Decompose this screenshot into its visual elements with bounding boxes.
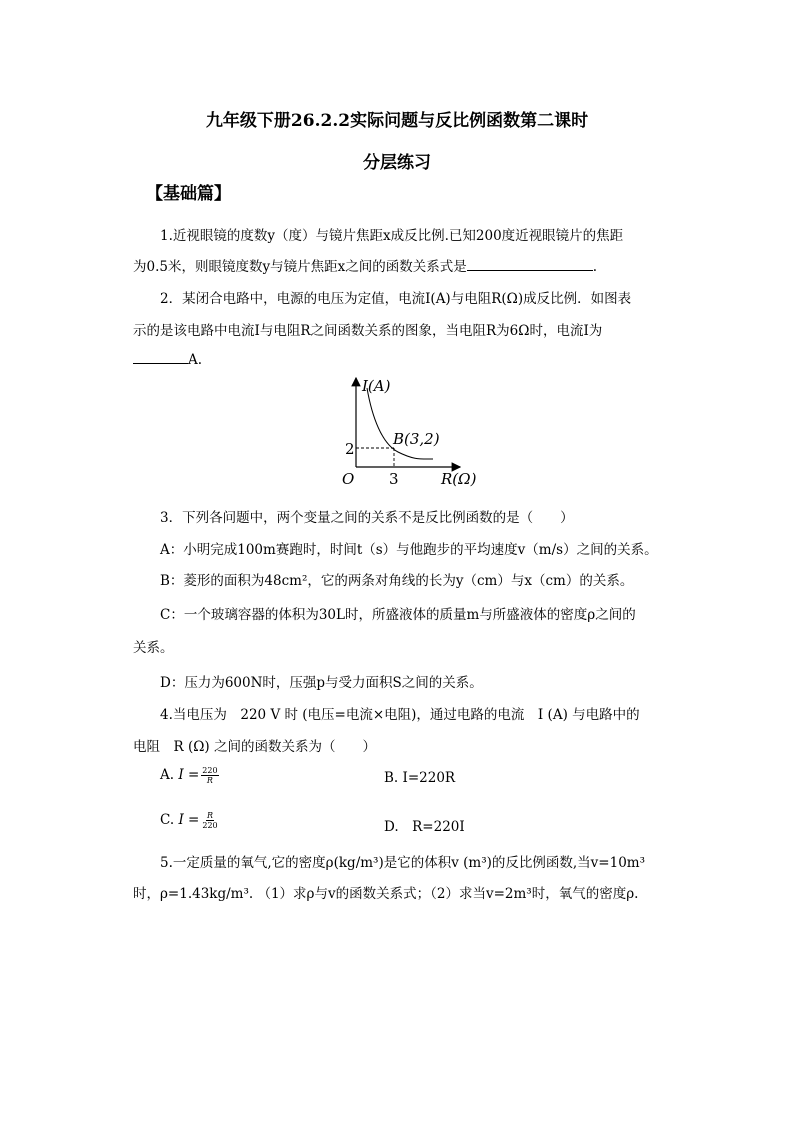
q1-line2	[133, 255, 597, 275]
y-axis-label: I(A)	[362, 377, 391, 395]
q4-option-a-prefix: A.	[160, 767, 175, 783]
section-heading: 【基础篇】	[146, 184, 231, 204]
q1-line1: 1.近视眼镜的度数y（度）与镜片焦距x成反比例.已知200度近视眼镜片的焦距	[160, 228, 624, 244]
y-tick-label: 2	[345, 440, 355, 458]
origin-label: O	[342, 470, 355, 488]
q4-option-c-prefix: C.	[160, 812, 175, 828]
q1-line2-end: .	[592, 259, 598, 275]
q4-option-a-eq: I =	[178, 767, 200, 783]
q3-option-d: D：压力为600N时，压强p与受力面积S之间的关系。	[160, 675, 483, 691]
q4-option-a	[160, 766, 219, 785]
q1-line2-text: 为0.5米，则眼镜度数y与镜片焦距x之间的函数关系式是	[133, 259, 467, 275]
q2-line2: 示的是该电路中电流I与电阻R之间函数关系的图象，当电阻R为6Ω时，电流I为	[133, 323, 603, 339]
q2-line3	[133, 351, 202, 368]
q2-line1: 2．某闭合电路中，电源的电压为定值，电流I(A)与电阻R(Ω)成反比例．如图表	[160, 291, 632, 307]
q3-option-b: B：菱形的面积为48cm²，它的两条对角线的长为y（cm）与x（cm）的关系。	[160, 573, 634, 589]
q4-option-b: B. I=220R	[384, 770, 456, 786]
x-axis-label: R(Ω)	[441, 470, 477, 488]
q4-option-d: D. R=220I	[384, 819, 465, 835]
x-tick-label: 3	[389, 470, 399, 488]
q4-line2: 电阻 R (Ω) 之间的函数关系为（ ）	[133, 739, 376, 755]
q3-option-c-line2: 关系。	[133, 640, 174, 656]
fraction-numerator: 220	[202, 766, 218, 775]
q3-option-a: A：小明完成100m赛跑时，时间t（s）与他跑步的平均速度v（m/s）之间的关系。	[160, 542, 658, 558]
page-subtitle: 分层练习	[363, 153, 431, 173]
fraction-denominator: R	[206, 776, 213, 785]
q2-unit: A.	[188, 352, 203, 368]
fraction-denominator: 220	[202, 821, 218, 830]
current-resistance-graph	[330, 372, 480, 490]
q5-line1: 5.一定质量的氧气,它的密度ρ(kg/m³)是它的体积v (m³)的反比例函数,当v=10m³	[160, 855, 646, 871]
page-title: 九年级下册26.2.2实际问题与反比例函数第二课时	[205, 111, 589, 131]
point-b-label: B(3,2)	[393, 430, 440, 448]
fraction-numerator: R	[207, 811, 214, 820]
q1-answer-blank[interactable]	[467, 258, 593, 271]
q5-line2: 时，ρ=1.43kg/m³. （1）求ρ与v的函数关系式；（2）求当v=2m³时，氧气的密度ρ.	[133, 886, 639, 902]
q4-option-c-fraction	[201, 811, 218, 830]
q4-line1: 4.当电压为 220 V 时 (电压=电流×电阻)，通过电路的电流 I (A) 与电路中的	[160, 707, 640, 723]
q3-option-c-line1: C：一个玻璃容器的体积为30L时，所盛液体的质量m与所盛液体的密度ρ之间的	[160, 607, 636, 623]
q4-option-a-fraction	[201, 766, 218, 785]
q4-option-c	[160, 811, 219, 830]
q3-stem: 3．下列各问题中，两个变量之间的关系不是反比例函数的是（ ）	[160, 510, 574, 526]
q4-option-c-eq: I =	[178, 812, 200, 828]
q2-answer-blank[interactable]	[133, 351, 188, 364]
